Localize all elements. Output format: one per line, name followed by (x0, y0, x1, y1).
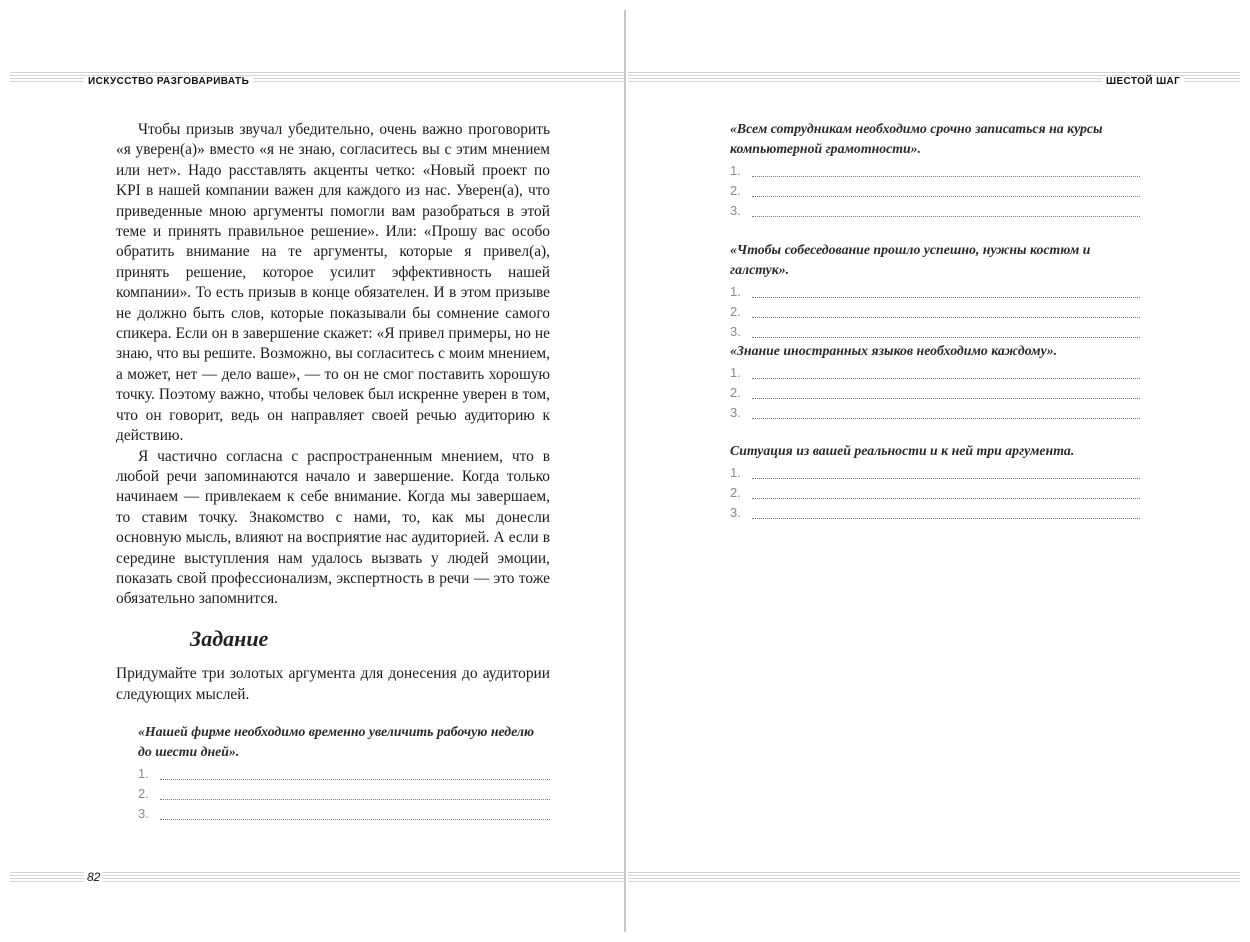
running-head-left: ИСКУССТВО РАЗГОВАРИВАТЬ (84, 76, 253, 87)
dotted-answer-field[interactable] (752, 374, 1140, 379)
answer-lines (730, 362, 1140, 422)
exercise-statement: «Знание иностранных языков необходимо каждому». (730, 343, 1058, 358)
dotted-answer-field[interactable] (752, 212, 1140, 217)
exercise-4 (730, 441, 1140, 522)
dotted-answer-field[interactable] (752, 333, 1140, 338)
running-head-right: ШЕСТОЙ ШАГ (1102, 76, 1184, 87)
exercise-statement: Ситуация из вашей реальности и к ней три аргумента. (730, 443, 1075, 458)
paragraph-1: Чтобы призыв звучал убедительно, очень важно проговорить «я уверен(а)» вместо «я не знаю, согласитесь вы с этим мнением или нет». Надо расставлять акценты четко: «Новый проект по KPI в нашей компании важен для каждого из нас. Уверен(а), что приведенные мною аргументы помогли вам разобраться в этой теме и принять правильное решение». Или: «Прошу вас особо обратить внимание на те аргументы, которые я привел(а), принять решение, которое усилит эффективность нашей компании». То есть призыв в конце обязателен. И в этом призыве не должно быть слов, которые показывали бы сомнение самого спикера. Если он в завершение скажет: «Я привел примеры, но не знаю, что вы решите. Возможно, вы согласитесь с моим мнением, а может, нет — дело ваше», — то он не смог поставить хорошую точку. Поэтому важно, чтобы человек был искренне уверен в том, что он говорит, ведь он направляет своей речью аудиторию к действию. (116, 121, 550, 445)
answer-lines (138, 763, 550, 823)
answer-number: 3. (730, 405, 741, 420)
page-number: 82 (84, 870, 103, 884)
answer-number: 1. (730, 465, 741, 480)
answer-number: 1. (730, 163, 741, 178)
answer-number: 2. (730, 183, 741, 198)
task-heading: Задание (190, 626, 269, 651)
dotted-answer-field[interactable] (752, 474, 1140, 479)
answer-line[interactable] (730, 502, 1140, 522)
footer-rule (628, 872, 1240, 884)
exercise-statement: «Всем сотрудникам необходимо срочно записаться на курсы компьютерной грамотности». (730, 121, 1103, 156)
exercise-statement: «Чтобы собеседование прошло успешно, нужны костюм и галстук». (730, 242, 1091, 277)
answer-lines (730, 462, 1140, 522)
answer-line[interactable] (730, 200, 1140, 220)
answer-line[interactable] (730, 382, 1140, 402)
task-intro: Придумайте три золотых аргумента для донесения до аудитории следующих мыслей. (116, 665, 550, 703)
dotted-answer-field[interactable] (752, 313, 1140, 318)
answer-number: 3. (730, 203, 741, 218)
exercise-2 (730, 240, 1140, 341)
dotted-answer-field[interactable] (752, 414, 1140, 419)
exercise-1 (730, 119, 1140, 220)
answer-line[interactable] (138, 763, 550, 783)
answer-line[interactable] (730, 281, 1140, 301)
answer-number: 3. (138, 806, 149, 821)
answer-line[interactable] (138, 783, 550, 803)
dotted-answer-field[interactable] (752, 514, 1140, 519)
answer-line[interactable] (730, 321, 1140, 341)
answer-lines (730, 281, 1140, 341)
answer-number: 3. (730, 324, 741, 339)
dotted-answer-field[interactable] (752, 293, 1140, 298)
answer-number: 2. (730, 385, 741, 400)
exercise-left (138, 722, 550, 823)
dotted-answer-field[interactable] (160, 795, 550, 800)
answer-number: 2. (138, 786, 149, 801)
answer-line[interactable] (730, 362, 1140, 382)
exercise-statement: «Нашей фирме необходимо временно увеличить рабочую неделю до шести дней». (138, 724, 535, 759)
dotted-answer-field[interactable] (752, 494, 1140, 499)
right-page (626, 0, 1250, 942)
paragraph-2: Я частично согласна с распространенным мнением, что в любой речи запоминаются начало и завершение. Когда только начинаем — привлекаем к себе внимание. Когда мы завершаем, то ставим точку. Знакомство с нами, то, как мы донесли основную мысль, влияют на восприятие нас аудиторией. А если в середине выступления нам удалось вызвать у людей эмоции, показать свой профессионализм, экспертность в речи — это тоже обязательно запомнится. (116, 447, 550, 608)
dotted-answer-field[interactable] (160, 775, 550, 780)
answer-number: 2. (730, 485, 741, 500)
answer-number: 1. (730, 365, 741, 380)
answer-number: 3. (730, 505, 741, 520)
body-text (116, 120, 550, 610)
dotted-answer-field[interactable] (752, 172, 1140, 177)
answer-line[interactable] (730, 402, 1140, 422)
answer-lines (730, 160, 1140, 220)
answer-number: 1. (730, 284, 741, 299)
answer-number: 2. (730, 304, 741, 319)
dotted-answer-field[interactable] (752, 192, 1140, 197)
answer-line[interactable] (730, 180, 1140, 200)
dotted-answer-field[interactable] (752, 394, 1140, 399)
answer-line[interactable] (730, 160, 1140, 180)
answer-number: 1. (138, 766, 149, 781)
dotted-answer-field[interactable] (160, 815, 550, 820)
answer-line[interactable] (730, 301, 1140, 321)
exercise-3 (730, 341, 1140, 422)
answer-line[interactable] (730, 462, 1140, 482)
answer-line[interactable] (138, 803, 550, 823)
answer-line[interactable] (730, 482, 1140, 502)
